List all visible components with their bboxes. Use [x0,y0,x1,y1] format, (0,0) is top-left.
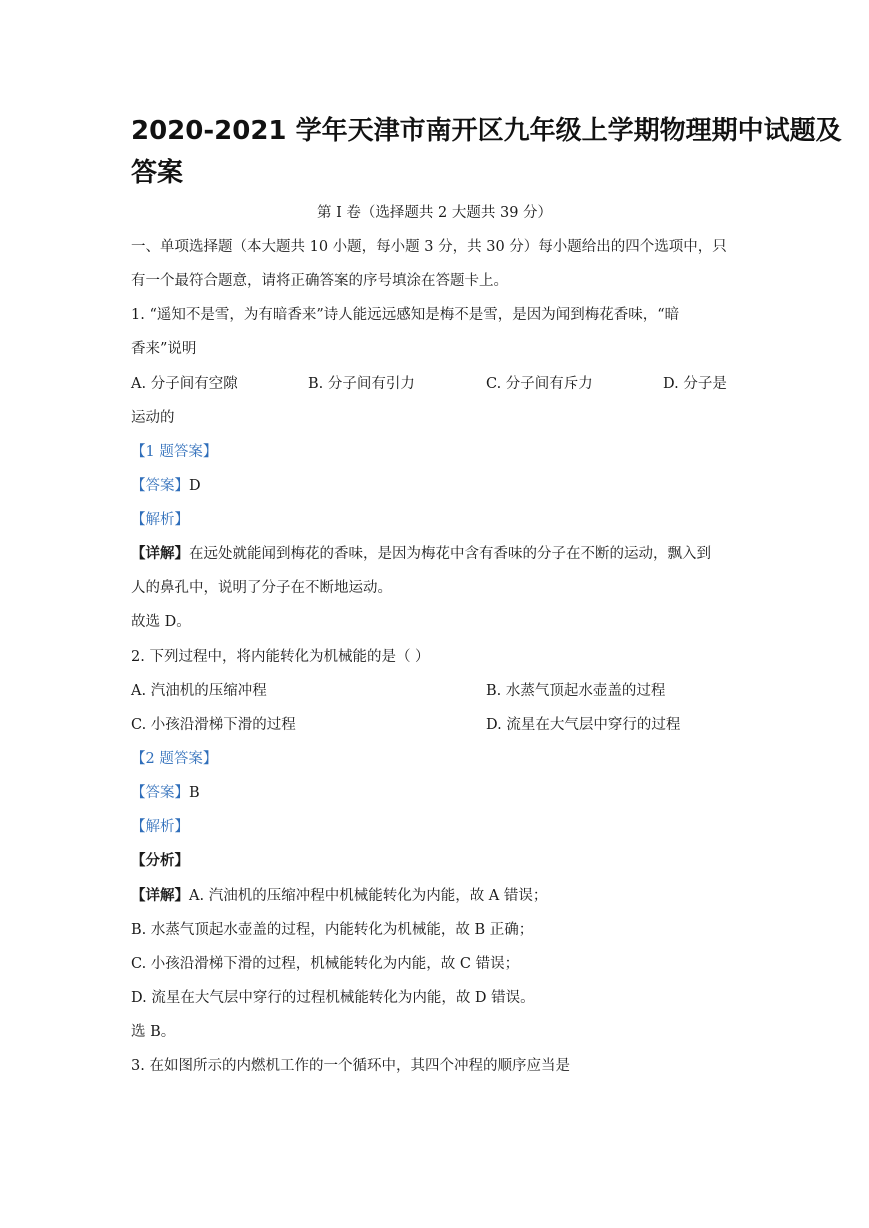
q1-answer [131,476,201,496]
q1-stem-line-2: 香来”说明 [131,341,197,357]
q1-option-a: A. 分子间有空隙 [131,376,238,392]
q2-detail-line-c: C. 小孩沿滑梯下滑的过程，机械能转化为内能，故 C 错误； [131,956,520,972]
q2-conclusion: 选 B。 [131,1024,176,1040]
q1-detail-line-2: 人的鼻孔中，说明了分子在不断地运动。 [131,580,392,596]
instructions-line-1: 一、单项选择题（本大题共 10 小题，每小题 3 分，共 30 分）每小题给出的四个选项中，只 [131,239,727,255]
q2-option-a: A. 汽油机的压缩冲程 [131,683,267,699]
q1-option-d-continued: 运动的 [131,410,175,426]
q2-option-b: B. 水蒸气顶起水壶盖的过程 [486,683,666,699]
q3-stem: 3. 在如图所示的内燃机工作的一个循环中，其四个冲程的顺序应当是 [131,1058,570,1074]
q1-analysis-label: 【解析】 [131,512,189,528]
q2-option-c: C. 小孩沿滑梯下滑的过程 [131,717,296,733]
q2-analysis-label: 【解析】 [131,819,189,835]
q2-detail-line-d: D. 流星在大气层中穿行的过程机械能转化为内能，故 D 错误。 [131,990,535,1006]
q1-option-b: B. 分子间有引力 [308,376,415,392]
detail-label: 【详解】 [131,887,189,904]
q2-answer-header: 【2 题答案】 [131,751,218,767]
detail-text: A. 汽油机的压缩冲程中机械能转化为内能，故 A 错误； [189,888,548,904]
q1-answer-header: 【1 题答案】 [131,444,218,460]
q1-option-d: D. 分子是 [663,376,727,392]
q2-stem: 2. 下列过程中，将内能转化为机械能的是（ ） [131,649,430,665]
answer-value: B [189,785,200,801]
detail-text: 在远处就能闻到梅花的香味，是因为梅花中含有香味的分子在不断的运动，飘入到 [189,546,711,562]
section-header: 第 I 卷（选择题共 2 大题共 39 分） [316,205,553,221]
q1-option-c: C. 分子间有斥力 [486,376,593,392]
q2-option-d: D. 流星在大气层中穿行的过程 [486,717,681,733]
q2-fenxi-label: 【分析】 [131,852,189,869]
document-title-line-1: 2020-2021 学年天津市南开区九年级上学期物理期中试题及 [131,116,842,146]
q1-stem-line-1: 1. “遥知不是雪，为有暗香来”诗人能远远感知是梅不是雪，是因为闻到梅花香味，“暗 [131,307,680,323]
answer-value: D [189,478,201,494]
detail-label: 【详解】 [131,545,189,562]
q1-detail-line-1 [131,544,711,564]
q1-conclusion: 故选 D。 [131,614,191,630]
q2-answer [131,783,200,803]
document-title-line-2: 答案 [131,158,184,188]
q2-detail-line-b: B. 水蒸气顶起水壶盖的过程，内能转化为机械能，故 B 正确； [131,922,534,938]
answer-label: 【答案】 [131,478,189,494]
q2-detail-line-a [131,886,547,906]
instructions-line-2: 有一个最符合题意，请将正确答案的序号填涂在答题卡上。 [131,273,508,289]
answer-label: 【答案】 [131,785,189,801]
